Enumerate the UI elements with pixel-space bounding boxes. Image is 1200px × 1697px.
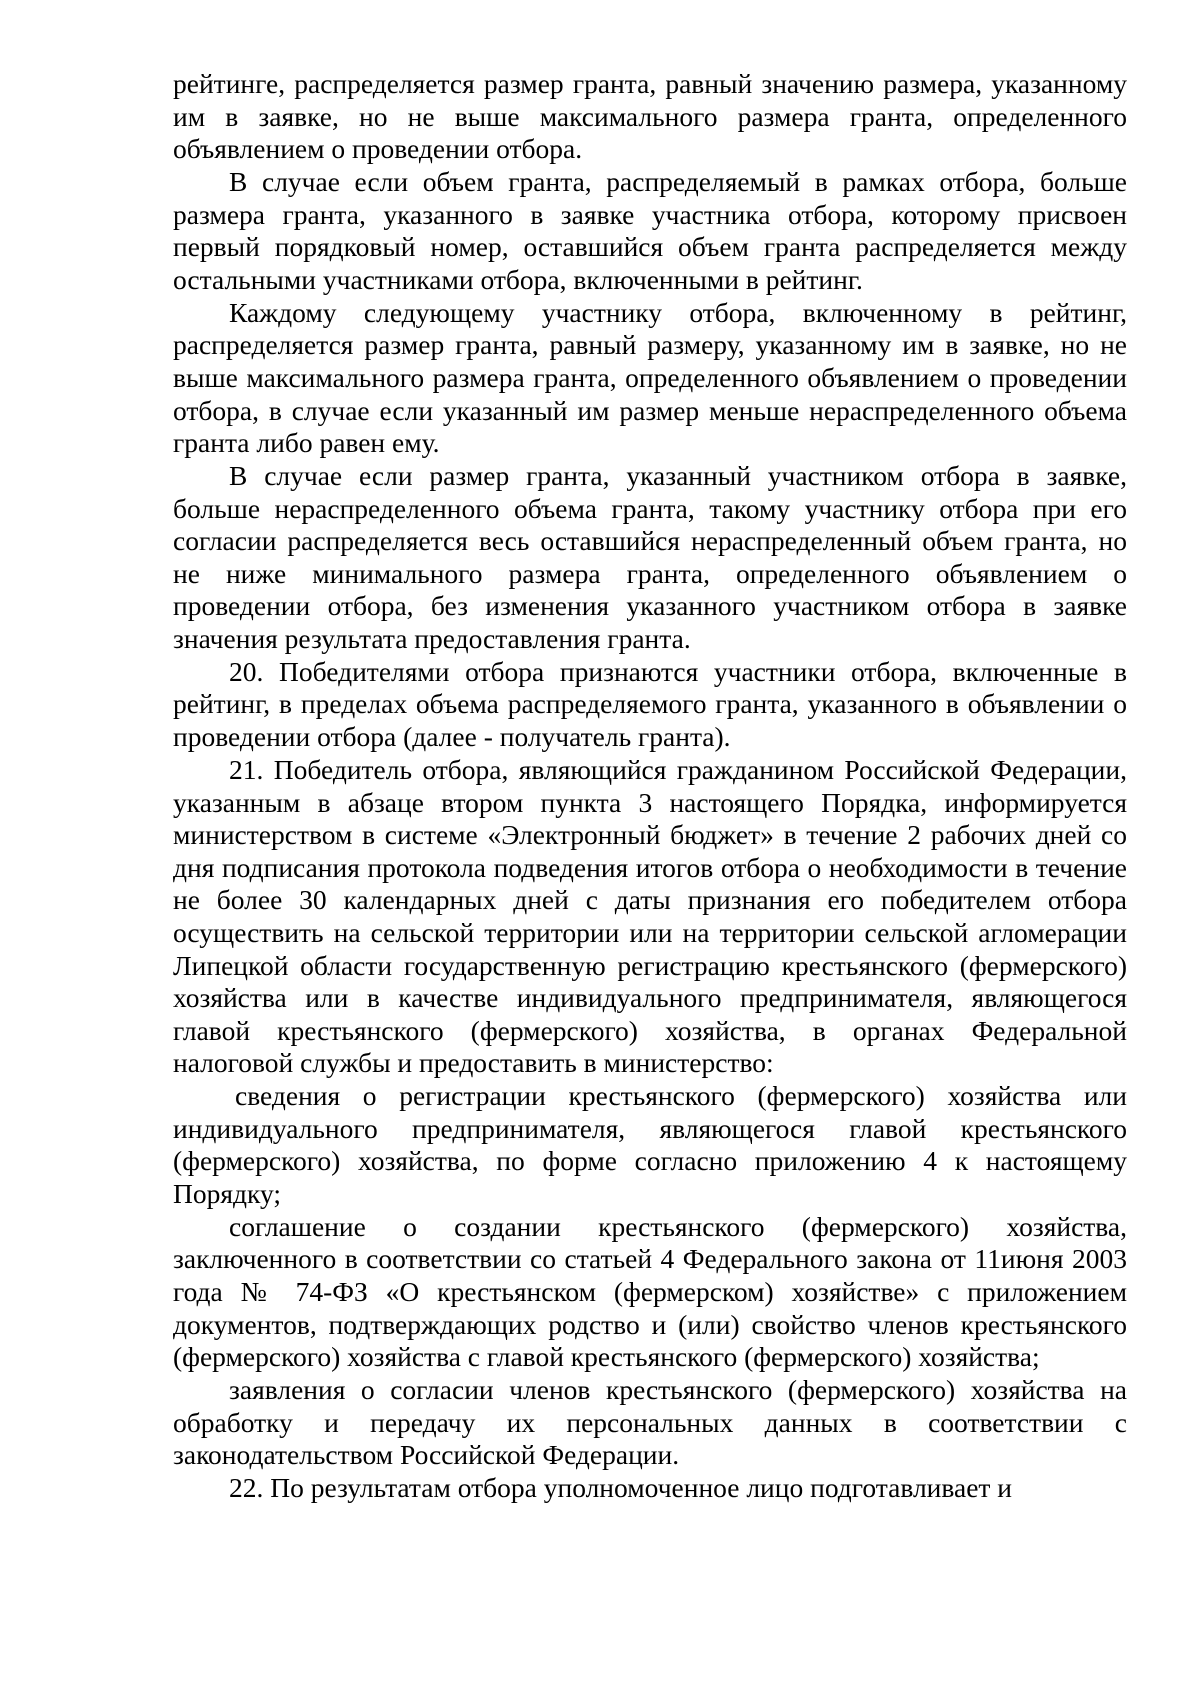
paragraph-agreement: соглашение о создании крестьянского (фермерского) хозяйства, заключенного в соответствии со статьей 4 Федерального закона от 11июня 2003 года № 74-ФЗ «О крестьянском (фермерском) хозяйстве» с приложением документов, подтверждающих родство и (или) свойство членов крестьянского (фермерского) хозяйства с главой крестьянского (фермерского) хозяйства; xyxy=(173,1210,1127,1373)
paragraph-continuation: рейтинге, распределяется размер гранта, равный значению размера, указанному им в заявке, но не выше максимального размера гранта, определенного объявлением о проведении отбора. xyxy=(173,68,1127,165)
paragraph-consent: заявления о согласии членов крестьянского (фермерского) хозяйства на обработку и передачу их персональных данных в соответствии с законодательством Российской Федерации. xyxy=(173,1374,1127,1471)
paragraph-registration-info: сведения о регистрации крестьянского (фермерского) хозяйства или индивидуального предпринимателя, являющегося главой крестьянского (фермерского) хозяйства, по форме согласно приложению 4 к настоящему Порядку; xyxy=(173,1080,1127,1209)
paragraph-next-participant: Каждому следующему участнику отбора, включенному в рейтинг, распределяется размер гранта, равный размеру, указанному им в заявке, но не выше максимального размера гранта, определенного объявлением о проведении отбора, в случае если указанный им размер меньше нераспределенного объема гранта либо равен ему. xyxy=(173,296,1127,459)
paragraph-item-22: 22. По результатам отбора уполномоченное лицо подготавливает и xyxy=(229,1472,1013,1504)
paragraph-grant-exceeds: В случае если размер гранта, указанный участником отбора в заявке, больше нераспределенного объема гранта, такому участнику отбора при его согласии распределяется весь оставшийся нераспределенный объем гранта, но не ниже минимального размера гранта, определенного объявлением о проведении отбора, без изменения указанного участником отбора в заявке значения результата предоставления гранта. xyxy=(173,460,1127,654)
paragraph-item-20: 20. Победителями отбора признаются участники отбора, включенные в рейтинг, в пределах объема распределяемого гранта, указанного в объявлении о проведении отбора (далее - получатель гранта). xyxy=(173,655,1127,753)
paragraph-remaining-volume: В случае если объем гранта, распределяемый в рамках отбора, больше размера гранта, указанного в заявке участника отбора, которому присвоен первый порядковый номер, оставшийся объем гранта распределяется между остальными участниками отбора, включенными в рейтинг. xyxy=(173,166,1127,295)
document-page xyxy=(173,68,1127,1505)
paragraph-item-21: 21. Победитель отбора, являющийся гражданином Российской Федерации, указанным в абзаце втором пункта 3 настоящего Порядка, информируется министерством в системе «Электронный бюджет» в течение 2 рабочих дней со дня подписания протокола подведения итогов отбора о необходимости в течение не более 30 календарных дней с даты признания его победителем отбора осуществить на сельской территории или на территории сельской агломерации Липецкой области государственную регистрацию крестьянского (фермерского) хозяйства или в качестве индивидуального предпринимателя, являющегося главой крестьянского (фермерского) хозяйства, в органах Федеральной налоговой службы и предоставить в министерство: xyxy=(173,753,1127,1079)
